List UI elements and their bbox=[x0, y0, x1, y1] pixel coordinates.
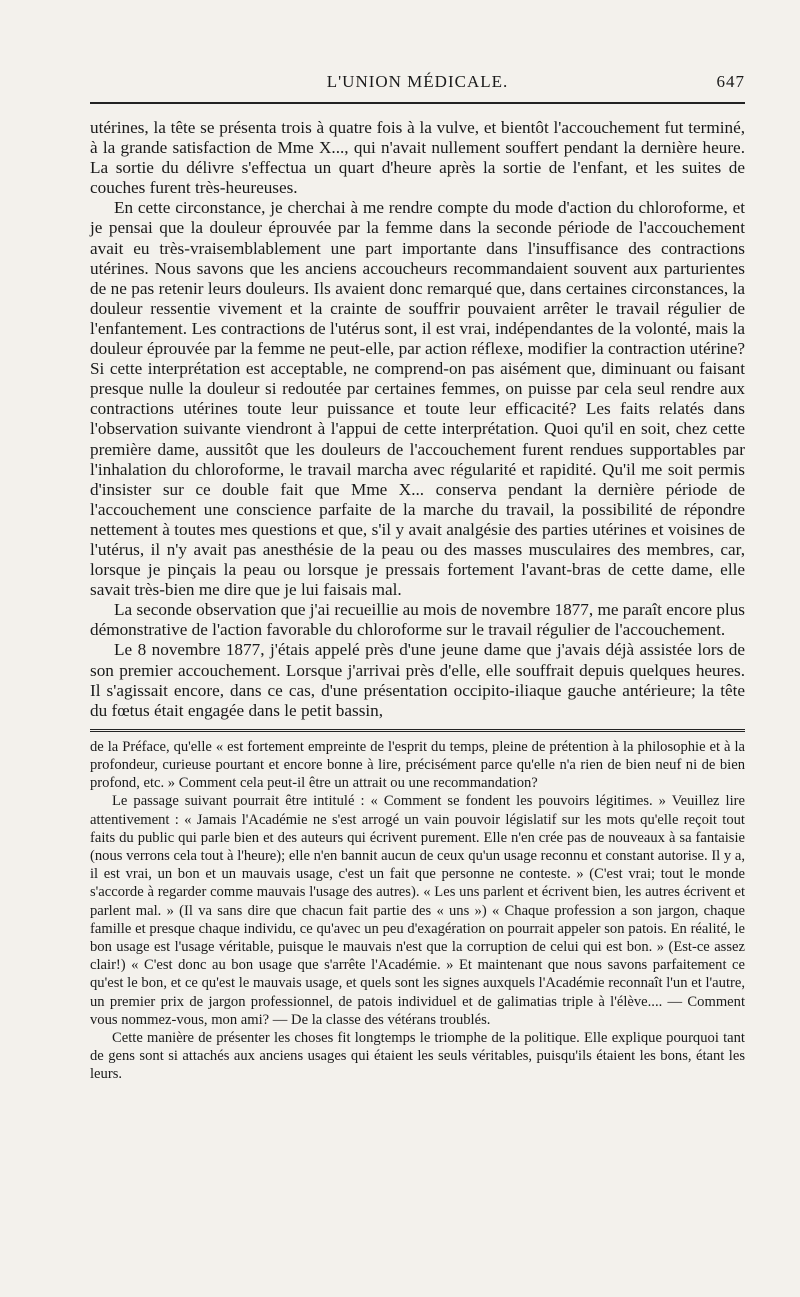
main-paragraph-2: En cette circonstance, je cherchai à me rendre compte du mode d'action du chloroforme, et je pensai que la douleur éprouvée par la femme dans la seconde période de l'accouchement avait eu très-vraisemblablement une part importante dans l'insuffisance des contractions utérines. Nous savons que les anciens accoucheurs recommandaient souvent aux parturientes de ne pas retenir leurs douleurs. Ils avaient donc remarqué que, dans certaines circonstances, la douleur ressentie vivement et la crainte de souffrir pouvaient arrêter le travail régulier de l'enfantement. Les contractions de l'utérus sont, il est vrai, indépendantes de la volonté, mais la douleur éprouvée par la femme ne peut-elle, par action réflexe, modifier la contraction utérine? Si cette interprétation est acceptable, ne comprend-on pas aisément que, diminuant ou faisant presque nulle la douleur si redoutée par certaines femmes, on puisse par cela seul rendre aux contractions utérines toute leur puissance et toute leur efficacité? Les faits relatés dans l'observation suivante viendront à l'appui de cette interprétation. Quoi qu'il en soit, chez cette première dame, aussitôt que les douleurs de l'accouchement furent rendues supportables par l'inhalation du chloroforme, le travail marcha avec régularité et rapidité. Qu'il me soit permis d'insister sur ce double fait que Mme X... conserva pendant la dernière période de l'accouchement une conscience parfaite de la marche du travail, la possibilité de répondre nettement à toutes mes questions et que, s'il y avait analgésie des parties utérines et voisines de l'utérus, il n'y avait pas anesthésie de la peau ou des masses musculaires des membres, car, lorsque je pinçais la peau ou lorsque je pressais fortement l'avant-bras de cette dame, elle savait très-bien me dire que je lui faisais mal. bbox=[90, 198, 745, 600]
footnote-text bbox=[90, 738, 745, 1084]
main-text bbox=[90, 118, 745, 721]
header-rule bbox=[90, 102, 745, 104]
footnote-paragraph-1: de la Préface, qu'elle « est fortement empreinte de l'esprit du temps, pleine de prétention à la philosophie et à la profondeur, curieuse pourtant et encore bonne à lire, précisément parce qu'elle n'a rien de bien neuf ni de bien profond, etc. » Comment cela peut-il être un attrait ou une recommandation? bbox=[90, 738, 745, 792]
main-paragraph-4: Le 8 novembre 1877, j'étais appelé près d'une jeune dame que j'avais déjà assistée lors de son premier accouchement. Lorsque j'arrivai près d'elle, elle souffrait depuis quelques heures. Il s'agissait encore, dans ce cas, d'une présentation occipito-iliaque gauche antérieure; la tête du fœtus était engagée dans le petit bassin, bbox=[90, 640, 745, 720]
running-header bbox=[90, 0, 745, 96]
main-paragraph-3: La seconde observation que j'ai recueillie au mois de novembre 1877, me paraît encore plus démonstrative de l'action favorable du chloroforme sur le travail régulier de l'accouchement. bbox=[90, 600, 745, 640]
footnote-paragraph-2: Le passage suivant pourrait être intitulé : « Comment se fondent les pouvoirs légitimes. » Veuillez lire attentivement : « Jamais l'Académie ne s'est arrogé un vain pouvoir législatif sur les mots qu'elle reçoit tout faits du public qui parle bien et des auteurs qui écrivent purement. Elle n'en crée pas de nouveaux à sa fantaisie (nous verrons cela tout à l'heure); elle n'en bannit aucun de ceux qu'un usage reconnu et constant autorise. Il y a, il est vrai, un bon et un mauvais usage, c'est un fait que personne ne conteste. » (C'est vrai; tout le monde s'accorde à regarder comme mauvais l'usage des autres). « Les uns parlent et écrivent bien, les autres écrivent et parlent mal. » (Il va sans dire que chacun fait partie des « uns ») « Chaque profession a son jargon, chaque famille et presque chaque individu, ce qu'avec un peu d'exagération on pourrait appeler son patois. En réalité, le bon usage est l'usage véritable, puisque le mauvais n'est que la corruption de celui qui est bon. » (Est-ce assez clair!) « C'est donc au bon usage que s'arrête l'Académie. » Et maintenant que nous savons parfaitement ce qu'est le bon, et ce qu'est le mauvais usage, et quels sont les signes auxquels l'Académie reconnaît l'un et l'autre, un premier prix de jargon professionnel, de patois individuel et de galimatias triple à l'élève.... — Comment vous nommez-vous, mon ami? — De la classe des vétérans troublés. bbox=[90, 793, 745, 1028]
journal-title: L'UNION MÉDICALE. bbox=[326, 72, 509, 91]
footnote-paragraph-3: Cette manière de présenter les choses fit longtemps le triomphe de la politique. Elle explique pourquoi tant de gens sont si attachés aux anciens usages qui étaient les seuls véritables, puisqu'ils étaient les bons, étant les leurs. bbox=[90, 1030, 745, 1083]
page-number: 647 bbox=[716, 72, 745, 91]
main-paragraph-1: utérines, la tête se présenta trois à quatre fois à la vulve, et bientôt l'accouchement fut terminé, à la grande satisfaction de Mme X..., qui n'avait nullement souffert pendant la dernière heure. La sortie du délivre s'effectua un quart d'heure après la sortie de l'enfant, et les suites de couches furent très-heureuses. bbox=[90, 118, 745, 198]
footnote-separator bbox=[90, 729, 745, 732]
